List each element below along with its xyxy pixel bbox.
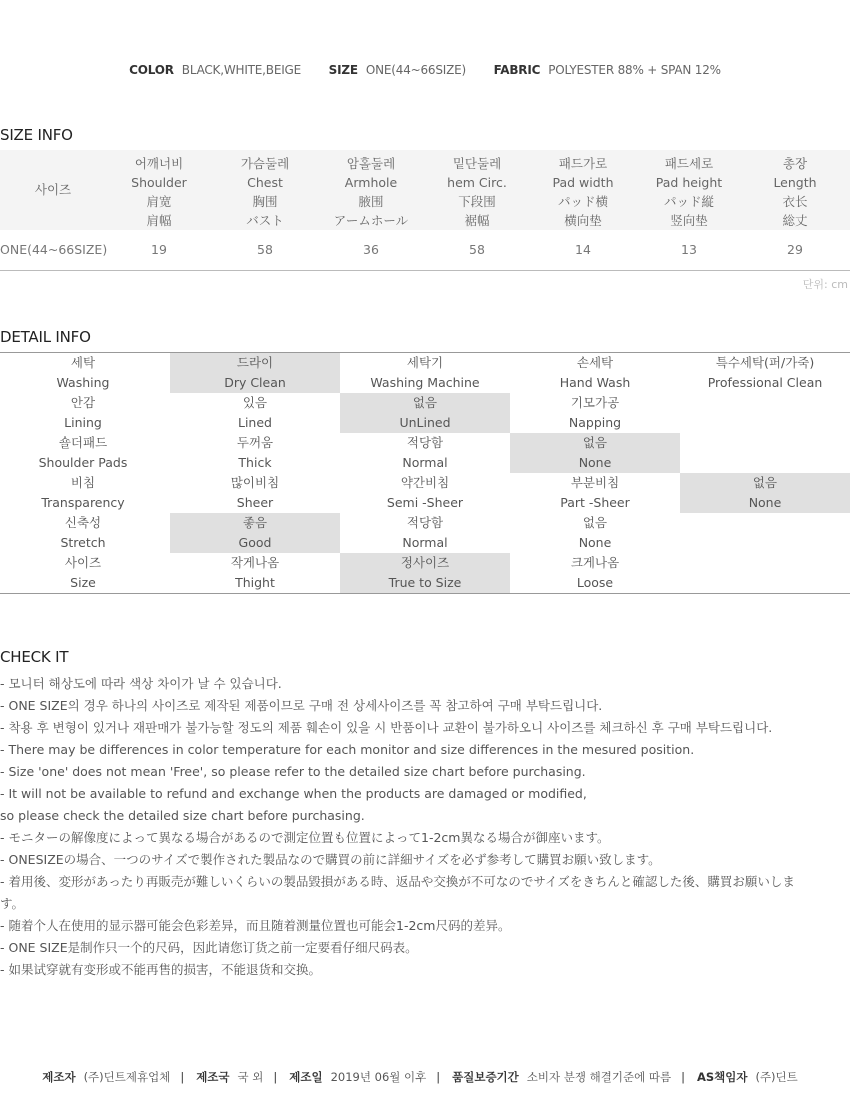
- detail-label-en: Transparency: [41, 495, 125, 510]
- detail-option-ko: 작게나옴: [230, 555, 280, 570]
- size-column-label-cn: 衣长: [782, 194, 808, 209]
- footer-separator: |: [180, 1070, 185, 1084]
- size-value: 13: [681, 242, 697, 257]
- detail-option: [170, 393, 340, 433]
- spec-value: POLYESTER 88% + SPAN 12%: [548, 63, 721, 77]
- detail-option-selected: [680, 473, 850, 513]
- detail-option-selected: [510, 433, 680, 473]
- detail-label-en: Stretch: [60, 535, 106, 550]
- detail-row: [0, 513, 850, 553]
- footer-key: 품질보증기간: [452, 1070, 519, 1084]
- size-column-label-cn: 腋围: [358, 194, 384, 209]
- detail-option-ko: 특수세탁(퍼/가죽): [715, 355, 815, 370]
- size-column-label-ko: 패드세로: [664, 156, 714, 171]
- size-row-header: 사이즈: [34, 182, 72, 197]
- spec-key: COLOR: [129, 63, 174, 77]
- size-column-label-ko: 총장: [782, 156, 808, 171]
- detail-option-en: None: [578, 455, 612, 470]
- check-it-line: - Size 'one' does not mean 'Free', so please refer to the detailed size chart before purchasing.: [0, 764, 586, 779]
- detail-option: [510, 553, 680, 593]
- detail-label-ko: 신축성: [64, 515, 102, 530]
- size-table-header: [0, 150, 850, 230]
- size-value: 19: [151, 242, 167, 257]
- check-it-line: - 如果试穿就有变形或不能再售的损害，不能退货和交换。: [0, 962, 321, 977]
- detail-option-en: Normal: [402, 455, 448, 470]
- footer-info: [0, 1069, 850, 1085]
- size-column-label-ko: 암홀둘레: [346, 156, 396, 171]
- size-column-label-jp: 竖向垫: [670, 213, 708, 228]
- detail-option: [680, 553, 850, 593]
- detail-option-en: Napping: [568, 415, 622, 430]
- size-column-label-ko: 어깨너비: [134, 156, 184, 171]
- size-column-label-ko: 가슴둘레: [240, 156, 290, 171]
- check-it-line: す。: [0, 896, 25, 911]
- detail-label-ko: 안감: [70, 395, 96, 410]
- detail-option-ko: 좋음: [242, 515, 268, 530]
- size-column-label-jp: 肩幅: [146, 213, 172, 228]
- detail-option-en: None: [578, 535, 612, 550]
- footer-key: 제조국: [196, 1070, 230, 1084]
- size-column-header: [636, 154, 742, 230]
- size-column-label-en: Pad width: [552, 175, 614, 190]
- detail-option-ko: 두꺼움: [236, 435, 274, 450]
- size-column-label-en: Chest: [247, 175, 283, 190]
- detail-option-ko: 많이비침: [230, 475, 280, 490]
- size-table: [0, 150, 850, 271]
- detail-option: [680, 433, 850, 473]
- detail-option-en: Loose: [576, 575, 614, 590]
- spec-value: BLACK,WHITE,BEIGE: [181, 63, 302, 77]
- footer-key: 제조일: [289, 1070, 323, 1084]
- detail-row: [0, 473, 850, 513]
- detail-option-en: True to Size: [388, 575, 462, 590]
- size-column-header: [530, 154, 636, 230]
- detail-option-en: Thight: [235, 575, 275, 590]
- detail-option: [680, 353, 850, 393]
- size-column-label-jp: バスト: [246, 213, 284, 228]
- detail-option-en: Hand Wash: [559, 375, 631, 390]
- footer-key: AS책임자: [696, 1070, 748, 1084]
- check-it-line: - ONE SIZE是制作只一个的尺码，因此请您订货之前一定要看仔细尺码表。: [0, 940, 418, 955]
- detail-option: [170, 473, 340, 513]
- detail-option-en: Normal: [402, 535, 448, 550]
- size-column-header: [212, 154, 318, 230]
- detail-option-ko: 부분비침: [570, 475, 620, 490]
- size-info-title: SIZE INFO: [0, 126, 73, 144]
- size-column-label-jp: 裾幅: [464, 213, 490, 228]
- detail-label-en: Shoulder Pads: [38, 455, 128, 470]
- size-column-label-cn: パッド横: [557, 194, 608, 209]
- detail-option-en: Good: [238, 535, 272, 550]
- spec-key: FABRIC: [493, 63, 541, 77]
- check-it-line: - It will not be available to refund and exchange when the products are damaged or modified,: [0, 786, 587, 801]
- size-column-label-cn: 胸围: [252, 194, 278, 209]
- check-it-line: - 모니터 해상도에 따라 색상 차이가 날 수 있습니다.: [0, 676, 282, 691]
- check-it-line: - There may be differences in color temperature for each monitor and size differences in the mesured position.: [0, 742, 695, 757]
- detail-option: [510, 513, 680, 553]
- detail-option-ko: 적당함: [406, 515, 444, 530]
- size-column-label-en: Armhole: [344, 175, 398, 190]
- footer-separator: |: [273, 1070, 278, 1084]
- footer-value: 소비자 분쟁 해결기준에 따름: [526, 1070, 672, 1084]
- detail-option-ko: 적당함: [406, 435, 444, 450]
- detail-option-en: Professional Clean: [707, 375, 823, 390]
- detail-option-ko: 세탁기: [406, 355, 444, 370]
- size-column-header: [318, 154, 424, 230]
- detail-option-selected: [340, 553, 510, 593]
- detail-option-ko: 정사이즈: [400, 555, 450, 570]
- detail-option-en: None: [748, 495, 782, 510]
- check-it-title: CHECK IT: [0, 648, 69, 666]
- spec-key: SIZE: [328, 63, 358, 77]
- detail-row-label: [0, 353, 166, 393]
- detail-option-ko: 약간비침: [400, 475, 450, 490]
- size-column-label-jp: アームホール: [333, 213, 409, 228]
- check-it-list: [0, 673, 850, 981]
- size-value: 14: [575, 242, 591, 257]
- detail-option-en: Thick: [238, 455, 272, 470]
- footer-value: 2019년 06월 이후: [330, 1070, 427, 1084]
- detail-option-selected: [340, 393, 510, 433]
- size-column-label-jp: 総丈: [782, 213, 808, 228]
- size-value: 29: [787, 242, 803, 257]
- detail-option-en: Dry Clean: [224, 375, 286, 390]
- check-it-line: - モニターの解像度によって異なる場合があるので測定位置も位置によって1-2cm異なる場合が御座います。: [0, 830, 610, 845]
- detail-row: [0, 433, 850, 473]
- detail-option-ko: 없음: [582, 515, 608, 530]
- detail-option: [510, 393, 680, 433]
- footer-value: 국 외: [237, 1070, 264, 1084]
- size-column-label-ko: 패드가로: [558, 156, 608, 171]
- size-row-label: ONE(44~66SIZE): [0, 242, 108, 257]
- size-column-label-ko: 밑단둘레: [452, 156, 502, 171]
- detail-row-label: [0, 553, 166, 593]
- detail-option: [510, 353, 680, 393]
- detail-option: [340, 433, 510, 473]
- size-column-header: [742, 154, 848, 230]
- detail-option-ko: 크게나옴: [570, 555, 620, 570]
- detail-option: [170, 553, 340, 593]
- spec-line: [0, 63, 850, 77]
- detail-option-ko: 없음: [412, 395, 438, 410]
- detail-label-ko: 사이즈: [64, 555, 102, 570]
- footer-value: (주)딘트제휴업체: [83, 1070, 171, 1084]
- detail-option-en: Washing Machine: [370, 375, 480, 390]
- check-it-line: - ONE SIZE의 경우 하나의 사이즈로 제작된 제품이므로 구매 전 상세사이즈를 꼭 참고하여 구매 부탁드립니다.: [0, 698, 603, 713]
- footer-separator: |: [436, 1070, 441, 1084]
- size-column-label-cn: 下段围: [458, 194, 496, 209]
- detail-option-en: UnLined: [399, 415, 451, 430]
- check-it-line: - ONESIZEの場合、一つのサイズで製作された製品なので購買の前に詳細サイズを必ず参考して購買お願い致します。: [0, 852, 661, 867]
- spec-value: ONE(44~66SIZE): [365, 63, 466, 77]
- detail-option-ko: 기모가공: [570, 395, 620, 410]
- check-it-line: so please check the detailed size chart before purchasing.: [0, 808, 365, 823]
- detail-option: [340, 513, 510, 553]
- detail-label-ko: 비침: [70, 475, 96, 490]
- detail-option-ko: 드라이: [236, 355, 274, 370]
- detail-info-title: DETAIL INFO: [0, 328, 91, 346]
- detail-option-ko: 없음: [752, 475, 778, 490]
- detail-option: [340, 353, 510, 393]
- detail-label-ko: 숄더패드: [58, 435, 108, 450]
- detail-option-ko: 있음: [242, 395, 268, 410]
- detail-row: [0, 353, 850, 393]
- detail-label-en: Size: [70, 575, 96, 590]
- detail-option: [680, 393, 850, 433]
- detail-row-label: [0, 513, 166, 553]
- detail-option-en: Semi -Sheer: [386, 495, 464, 510]
- detail-option-ko: 손세탁: [576, 355, 614, 370]
- detail-option: [340, 473, 510, 513]
- size-column-header: [106, 154, 212, 230]
- detail-row-label: [0, 433, 166, 473]
- size-column-label-jp: 横向垫: [564, 213, 602, 228]
- detail-option-en: Sheer: [236, 495, 274, 510]
- detail-table: [0, 352, 850, 594]
- check-it-line: - 随着个人在使用的显示器可能会色彩差异，而且随着测量位置也可能会1-2cm尺码的差异。: [0, 918, 511, 933]
- size-column-label-cn: 肩宽: [146, 194, 172, 209]
- detail-row-label: [0, 473, 166, 513]
- size-column-label-en: Shoulder: [131, 175, 187, 190]
- detail-option-en: Part -Sheer: [560, 495, 630, 510]
- detail-option: [170, 433, 340, 473]
- size-value: 36: [363, 242, 379, 257]
- size-column-label-cn: パッド縦: [663, 194, 714, 209]
- detail-label-en: Lining: [64, 415, 102, 430]
- check-it-line: - 착용 후 변형이 있거나 재판매가 불가능할 정도의 제품 훼손이 있을 시 반품이나 교환이 불가하오니 사이즈를 체크하신 후 구매 부탁드립니다.: [0, 720, 773, 735]
- size-column-label-en: hem Circ.: [447, 175, 507, 190]
- detail-option: [680, 513, 850, 553]
- size-value: 58: [469, 242, 485, 257]
- footer-separator: |: [681, 1070, 685, 1084]
- footer-key: 제조자: [42, 1070, 76, 1084]
- detail-label-en: Washing: [56, 375, 110, 390]
- size-value: 58: [257, 242, 273, 257]
- size-table-row: [0, 230, 850, 271]
- size-column-header: [424, 154, 530, 230]
- detail-option-en: Lined: [238, 415, 272, 430]
- size-column-label-en: Pad height: [655, 175, 723, 190]
- detail-label-ko: 세탁: [70, 355, 96, 370]
- detail-option-selected: [170, 353, 340, 393]
- detail-option-selected: [170, 513, 340, 553]
- detail-row: [0, 553, 850, 593]
- detail-row-label: [0, 393, 166, 433]
- unit-label: 단위: cm: [802, 278, 848, 291]
- check-it-line: - 着用後、変形があったり再販売が難しいくらいの製品毀損がある時、返品や交換が不可なのでサイズをきちんと確認した後、購買お願いしま: [0, 874, 795, 889]
- detail-option: [510, 473, 680, 513]
- footer-value: (주)딘트: [755, 1070, 798, 1084]
- detail-option-ko: 없음: [582, 435, 608, 450]
- detail-row: [0, 393, 850, 433]
- size-column-label-en: Length: [773, 175, 817, 190]
